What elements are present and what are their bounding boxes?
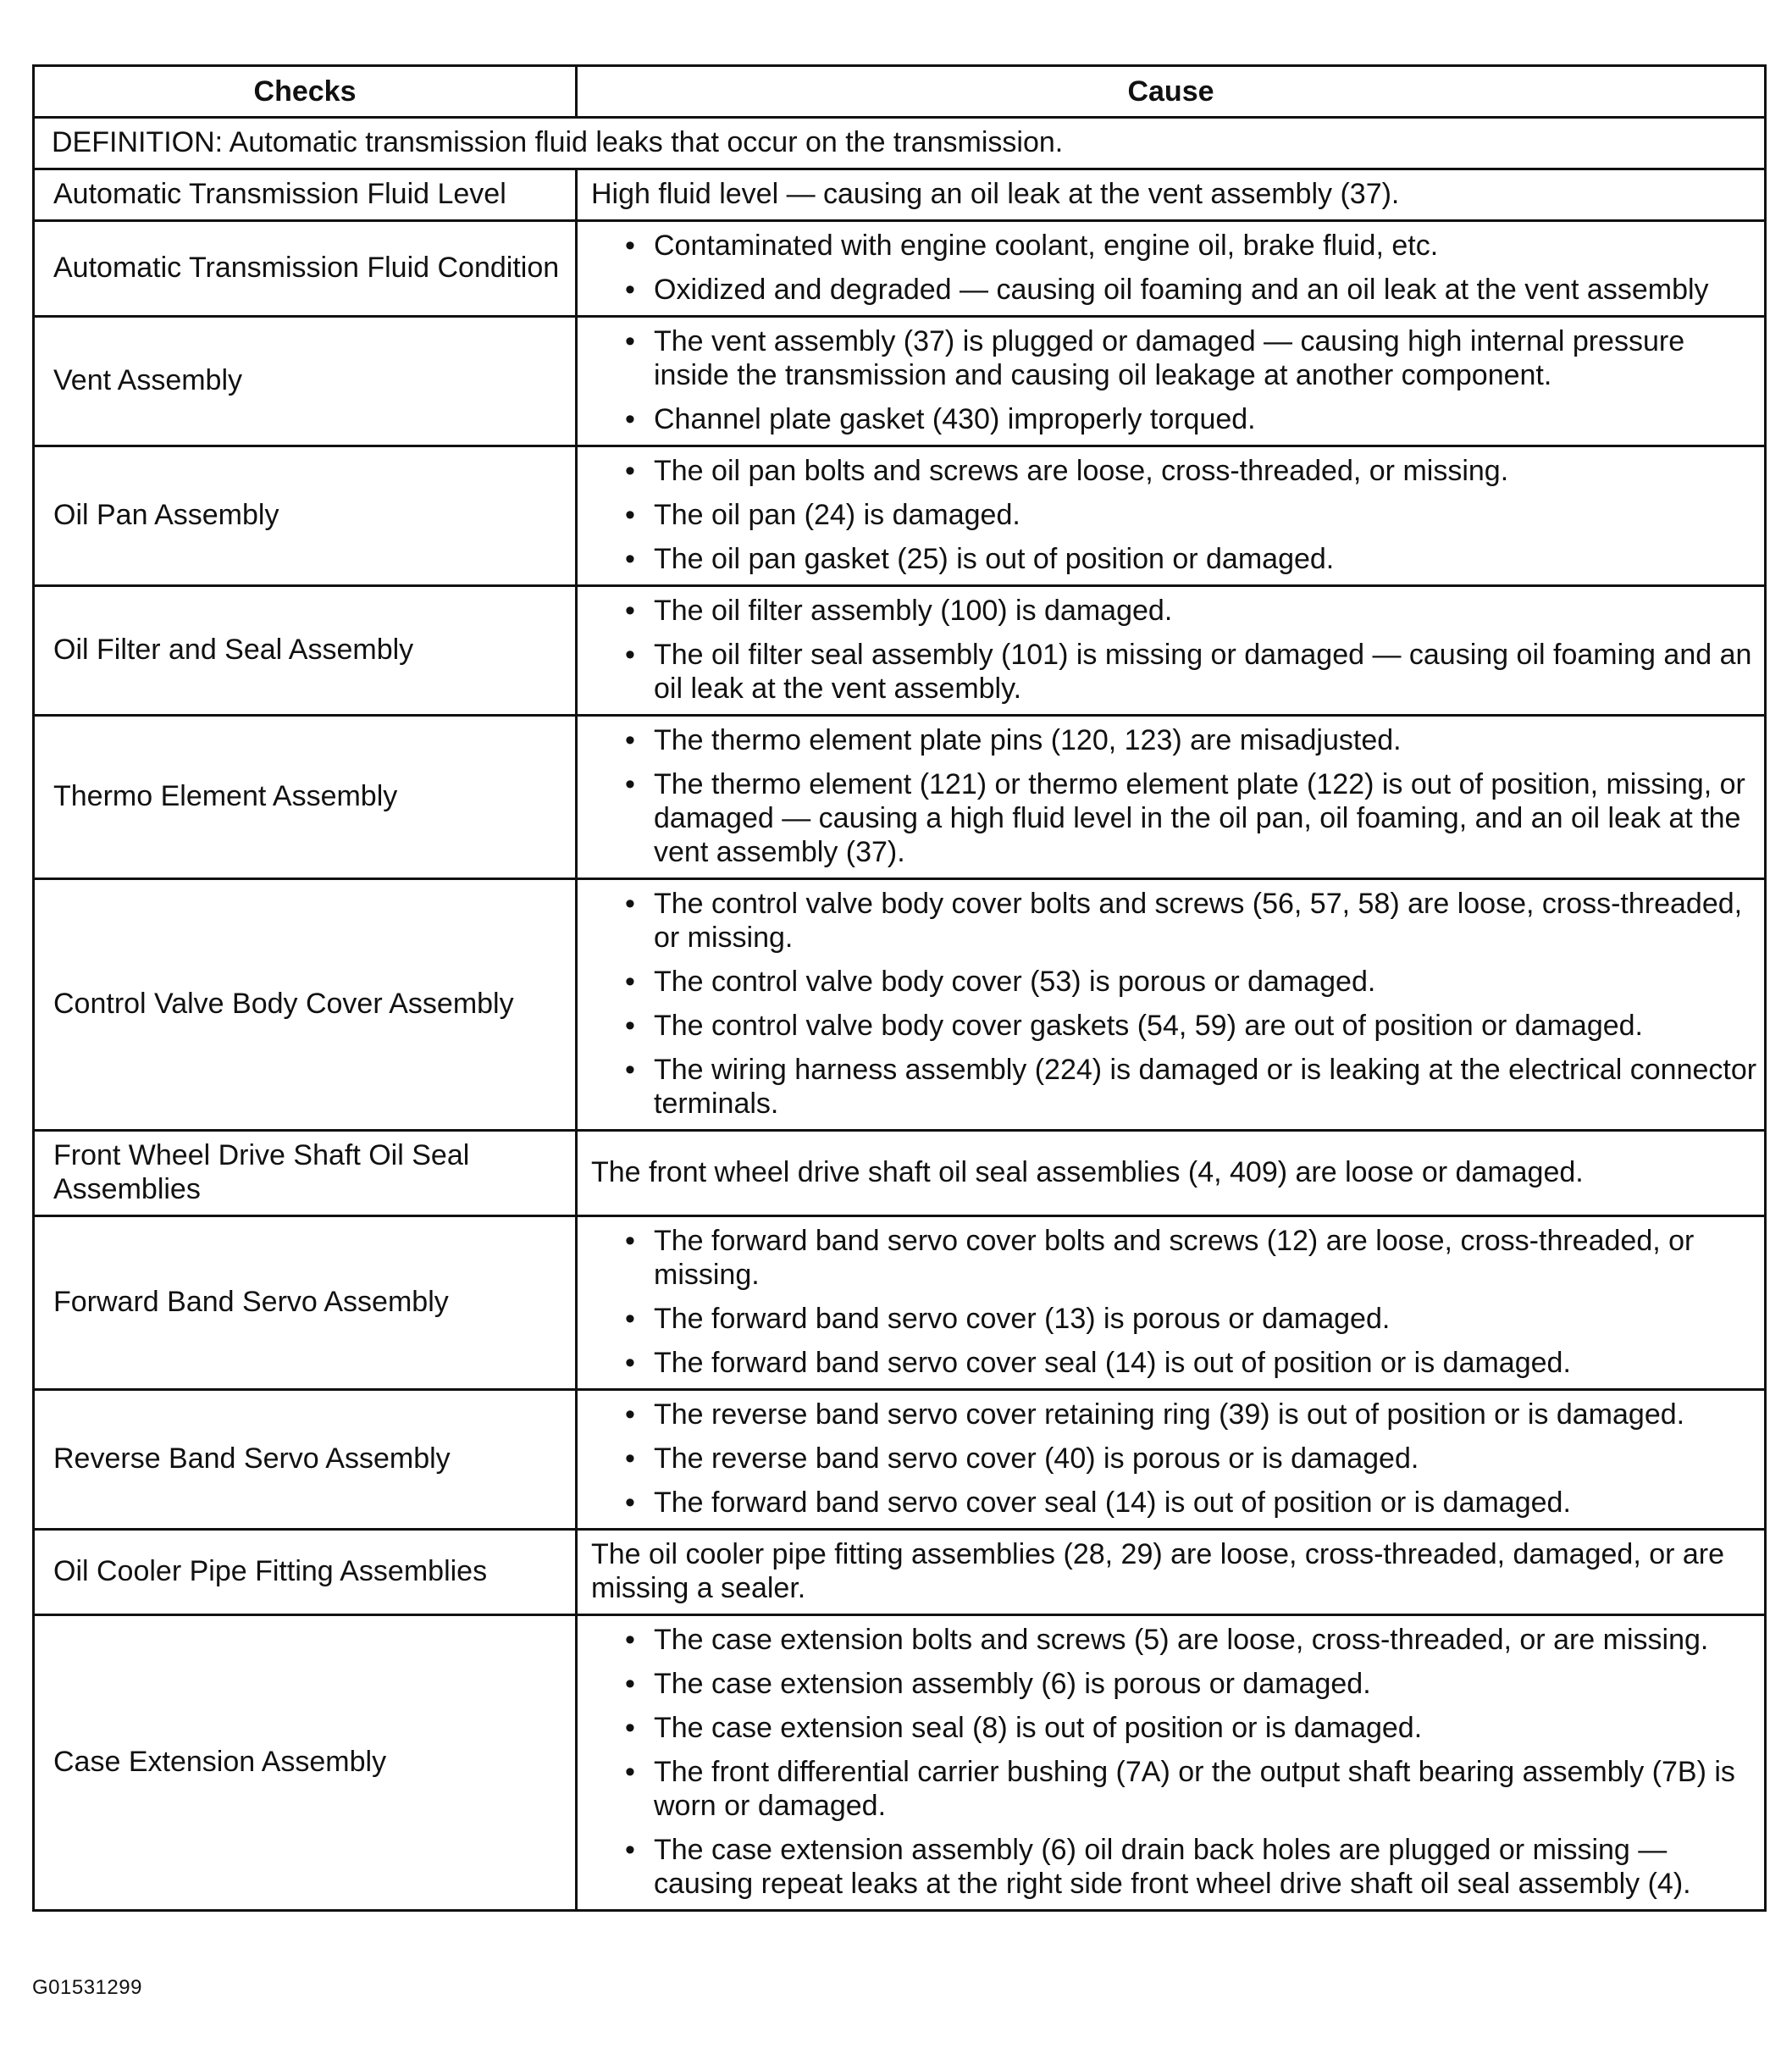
figure-code: G01531299 bbox=[32, 1976, 142, 1999]
cause-list bbox=[591, 594, 1757, 706]
table-row bbox=[34, 317, 1766, 446]
cause-list-item: • The case extension seal (8) is out of position or is damaged. bbox=[625, 1711, 1757, 1745]
cause-list-item: • The oil pan gasket (25) is out of position or damaged. bbox=[625, 542, 1757, 576]
cause-list-item: • Contaminated with engine coolant, engine oil, brake fluid, etc. bbox=[625, 229, 1757, 263]
header-cause: Cause bbox=[577, 66, 1766, 118]
check-cell: Control Valve Body Cover Assembly bbox=[34, 879, 577, 1131]
table-row bbox=[34, 586, 1766, 716]
cause-list-item: • The oil filter assembly (100) is damaged. bbox=[625, 594, 1757, 628]
table-row bbox=[34, 1615, 1766, 1911]
cause-list bbox=[591, 1623, 1757, 1901]
check-cell: Reverse Band Servo Assembly bbox=[34, 1390, 577, 1530]
check-cell: Oil Pan Assembly bbox=[34, 446, 577, 586]
table-row bbox=[34, 879, 1766, 1131]
check-cell: Thermo Element Assembly bbox=[34, 716, 577, 879]
table-row bbox=[34, 1216, 1766, 1390]
cause-list bbox=[591, 887, 1757, 1121]
cause-list-item: • The reverse band servo cover retaining ring (39) is out of position or is damaged. bbox=[625, 1398, 1757, 1431]
cause-cell: The front wheel drive shaft oil seal assemblies (4, 409) are loose or damaged. bbox=[577, 1131, 1766, 1216]
cause-list-item: • The case extension assembly (6) is porous or damaged. bbox=[625, 1667, 1757, 1701]
table-row bbox=[34, 169, 1766, 221]
cause-list-item: • The front differential carrier bushing (7A) or the output shaft bearing assembly (7B) is worn or damaged. bbox=[625, 1755, 1757, 1823]
table-body bbox=[34, 118, 1766, 1911]
check-cell: Front Wheel Drive Shaft Oil Seal Assemblies bbox=[34, 1131, 577, 1216]
check-cell: Automatic Transmission Fluid Level bbox=[34, 169, 577, 221]
check-cell: Oil Filter and Seal Assembly bbox=[34, 586, 577, 716]
definition-row bbox=[34, 118, 1766, 169]
cause-list bbox=[591, 324, 1757, 436]
cause-list-item: • The forward band servo cover seal (14) is out of position or is damaged. bbox=[625, 1346, 1757, 1380]
check-cell: Forward Band Servo Assembly bbox=[34, 1216, 577, 1390]
cause-cell bbox=[577, 716, 1766, 879]
cause-cell bbox=[577, 1216, 1766, 1390]
cause-cell bbox=[577, 221, 1766, 317]
cause-list-item: • Oxidized and degraded — causing oil foaming and an oil leak at the vent assembly bbox=[625, 273, 1757, 307]
diagnosis-table-container bbox=[32, 64, 1764, 1912]
cause-cell bbox=[577, 317, 1766, 446]
cause-list-item: • The case extension bolts and screws (5) are loose, cross-threaded, or are missing. bbox=[625, 1623, 1757, 1657]
cause-list-item: • The forward band servo cover seal (14) is out of position or is damaged. bbox=[625, 1486, 1757, 1520]
cause-cell bbox=[577, 446, 1766, 586]
cause-list-item: • The control valve body cover bolts and screws (56, 57, 58) are loose, cross-threaded, or missing. bbox=[625, 887, 1757, 955]
table-row bbox=[34, 1530, 1766, 1615]
cause-cell: The oil cooler pipe fitting assemblies (28, 29) are loose, cross-threaded, damaged, or are missing a sealer. bbox=[577, 1530, 1766, 1615]
header-checks: Checks bbox=[34, 66, 577, 118]
check-cell: Oil Cooler Pipe Fitting Assemblies bbox=[34, 1530, 577, 1615]
cause-list-item: • The thermo element (121) or thermo element plate (122) is out of position, missing, or damaged — causing a high fluid level in the oil pan, oil foaming, and an oil leak at the vent assembly (37). bbox=[625, 767, 1757, 869]
table-row bbox=[34, 221, 1766, 317]
cause-list-item: • Channel plate gasket (430) improperly torqued. bbox=[625, 402, 1757, 436]
cause-list-item: • The oil filter seal assembly (101) is missing or damaged — causing oil foaming and an oil leak at the vent assembly. bbox=[625, 638, 1757, 706]
check-cell: Case Extension Assembly bbox=[34, 1615, 577, 1911]
header-row bbox=[34, 66, 1766, 118]
cause-cell bbox=[577, 586, 1766, 716]
table-row bbox=[34, 1131, 1766, 1216]
check-cell: Automatic Transmission Fluid Condition bbox=[34, 221, 577, 317]
diagnosis-table bbox=[32, 64, 1767, 1912]
cause-cell bbox=[577, 1615, 1766, 1911]
cause-cell bbox=[577, 879, 1766, 1131]
check-cell: Vent Assembly bbox=[34, 317, 577, 446]
cause-list-item: • The case extension assembly (6) oil drain back holes are plugged or missing — causing repeat leaks at the right side front wheel drive shaft oil seal assembly (4). bbox=[625, 1833, 1757, 1901]
cause-list-item: • The forward band servo cover (13) is porous or damaged. bbox=[625, 1302, 1757, 1336]
cause-list-item: • The forward band servo cover bolts and screws (12) are loose, cross-threaded, or missing. bbox=[625, 1224, 1757, 1292]
cause-list bbox=[591, 454, 1757, 576]
table-row bbox=[34, 716, 1766, 879]
cause-cell bbox=[577, 1390, 1766, 1530]
cause-list-item: • The thermo element plate pins (120, 123) are misadjusted. bbox=[625, 723, 1757, 757]
cause-cell: High fluid level — causing an oil leak at the vent assembly (37). bbox=[577, 169, 1766, 221]
cause-list-item: • The wiring harness assembly (224) is damaged or is leaking at the electrical connector terminals. bbox=[625, 1053, 1757, 1121]
cause-list bbox=[591, 1398, 1757, 1520]
cause-list-item: • The control valve body cover gaskets (54, 59) are out of position or damaged. bbox=[625, 1009, 1757, 1043]
cause-list bbox=[591, 1224, 1757, 1380]
table-row bbox=[34, 1390, 1766, 1530]
cause-list-item: • The oil pan (24) is damaged. bbox=[625, 498, 1757, 532]
cause-list-item: • The oil pan bolts and screws are loose, cross-threaded, or missing. bbox=[625, 454, 1757, 488]
table-row bbox=[34, 446, 1766, 586]
cause-list-item: • The vent assembly (37) is plugged or damaged — causing high internal pressure inside the transmission and causing oil leakage at another component. bbox=[625, 324, 1757, 392]
cause-list bbox=[591, 723, 1757, 869]
definition-text: DEFINITION: Automatic transmission fluid leaks that occur on the transmission. bbox=[34, 118, 1766, 169]
cause-list-item: • The control valve body cover (53) is porous or damaged. bbox=[625, 965, 1757, 999]
cause-list bbox=[591, 229, 1757, 307]
cause-list-item: • The reverse band servo cover (40) is porous or is damaged. bbox=[625, 1442, 1757, 1475]
